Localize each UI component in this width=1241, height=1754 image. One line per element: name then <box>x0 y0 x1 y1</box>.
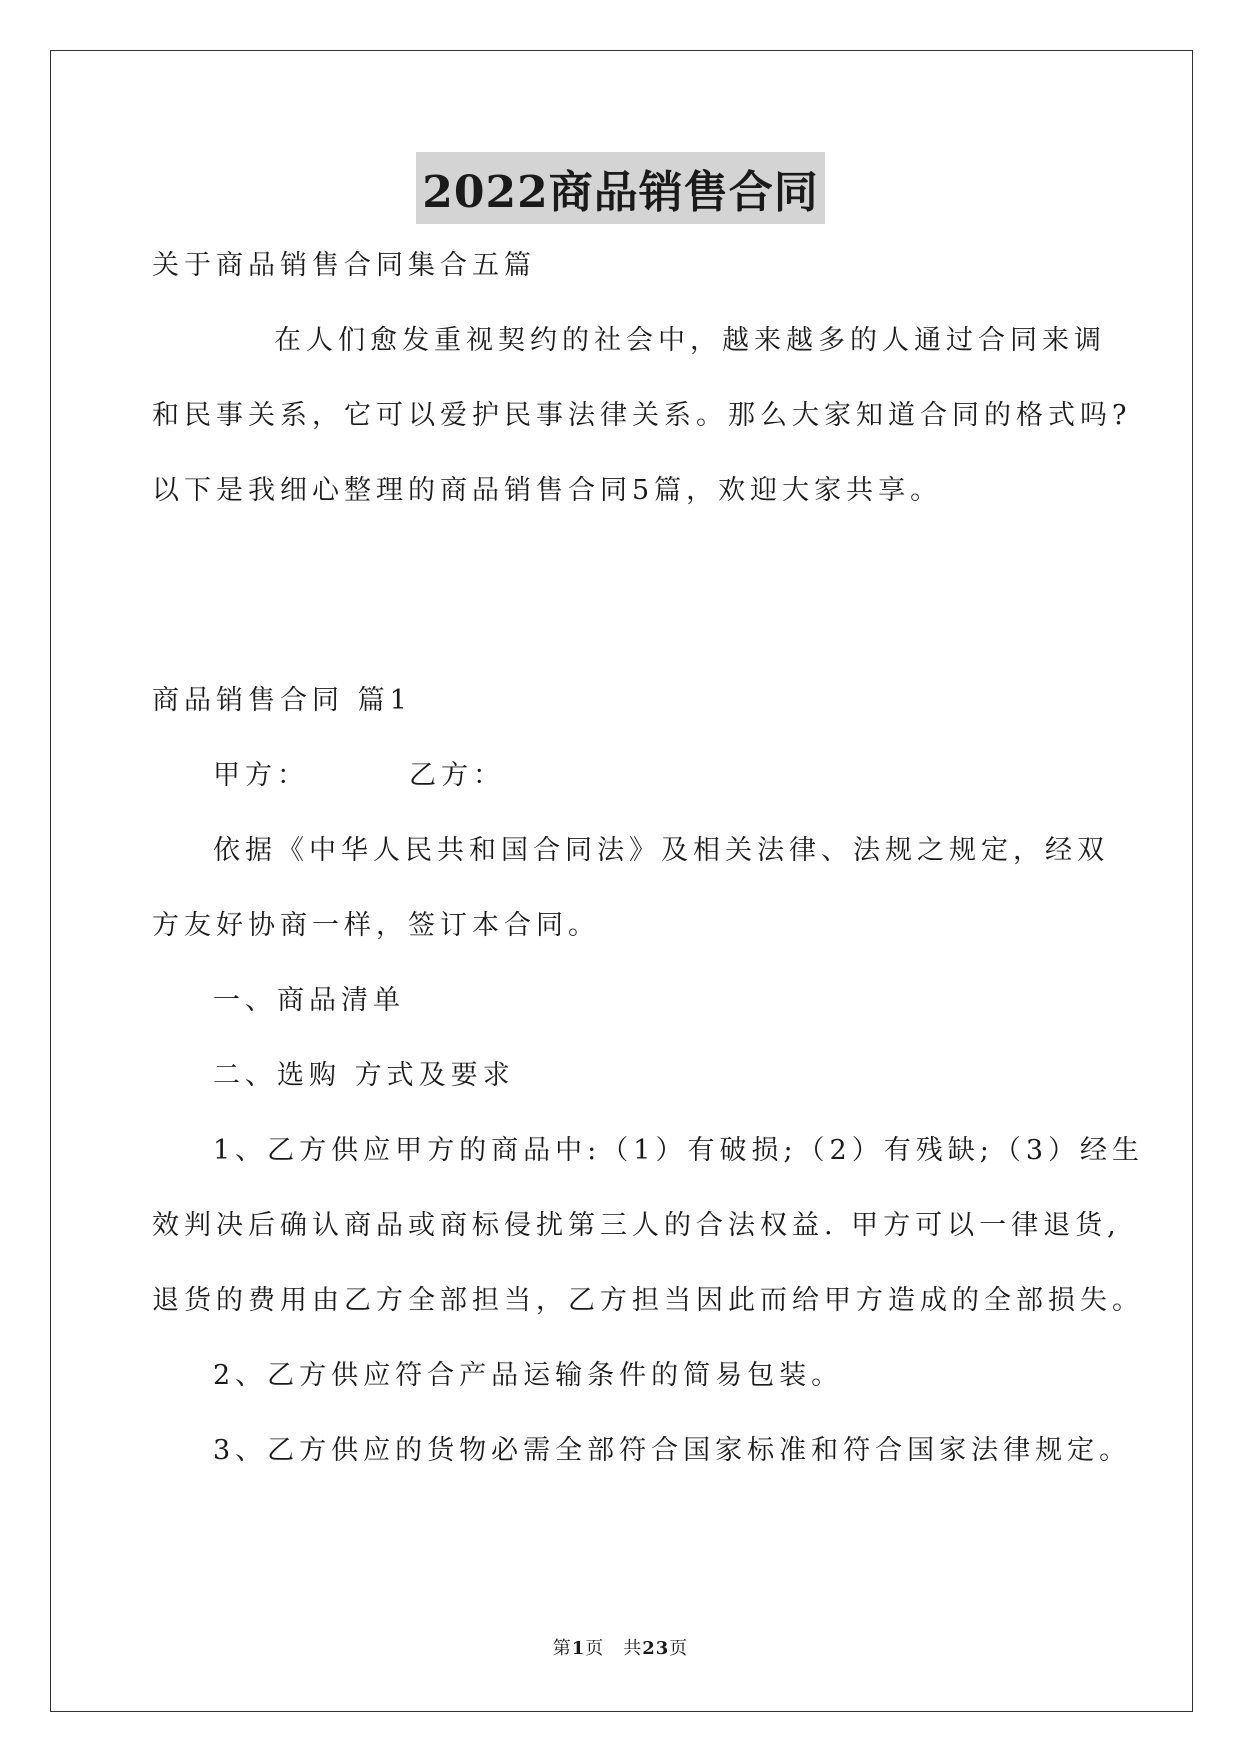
page-footer <box>0 1634 1241 1660</box>
paragraph-line: 一、商品清单 <box>213 985 405 1016</box>
page-current: 1 <box>571 1638 586 1659</box>
paragraph-line: 方友好协商一样，签订本合同。 <box>152 910 600 941</box>
parties-line <box>213 753 505 792</box>
party-a-label: 甲方： <box>213 760 309 791</box>
paragraph-line: 3、乙方供应的货物必需全部符合国家标准和符合国家法律规定。 <box>213 1435 1132 1466</box>
party-b-label: 乙方： <box>409 760 505 791</box>
paragraph-line: 1、乙方供应甲方的商品中:（1）有破损;（2）有残缺;（3）经生 <box>213 1135 1145 1166</box>
paragraph-line: 二、选购 方式及要求 <box>213 1060 515 1091</box>
intro-line-3: 以下是我细心整理的商品销售合同5篇，欢迎大家共享。 <box>152 475 943 506</box>
page-mid: 页 共 <box>585 1638 643 1659</box>
intro-line-2: 和民事关系，它可以爱护民事法律关系。那么大家知道合同的格式吗? <box>152 400 1132 431</box>
paragraph-line: 效判决后确认商品或商标侵扰第三人的合法权益. 甲方可以一律退货, <box>152 1210 1121 1241</box>
document-title: 2022商品销售合同 <box>416 152 824 224</box>
section-heading: 商品销售合同 篇1 <box>152 685 412 716</box>
paragraph-line: 2、乙方供应符合产品运输条件的简易包装。 <box>213 1360 844 1391</box>
document-subtitle: 关于商品销售合同集合五篇 <box>152 250 536 281</box>
intro-line-1: 在人们愈发重视契约的社会中，越来越多的人通过合同来调 <box>274 325 1106 356</box>
paragraph-line: 依据《中华人民共和国合同法》及相关法律、法规之规定，经双 <box>213 835 1109 866</box>
page-prefix: 第 <box>552 1638 572 1659</box>
title-container <box>0 152 1241 224</box>
paragraph-line: 退货的费用由乙方全部担当，乙方担当因此而给甲方造成的全部损失。 <box>152 1285 1144 1316</box>
page-total: 23 <box>642 1638 670 1659</box>
page-suffix: 页 <box>669 1638 689 1659</box>
